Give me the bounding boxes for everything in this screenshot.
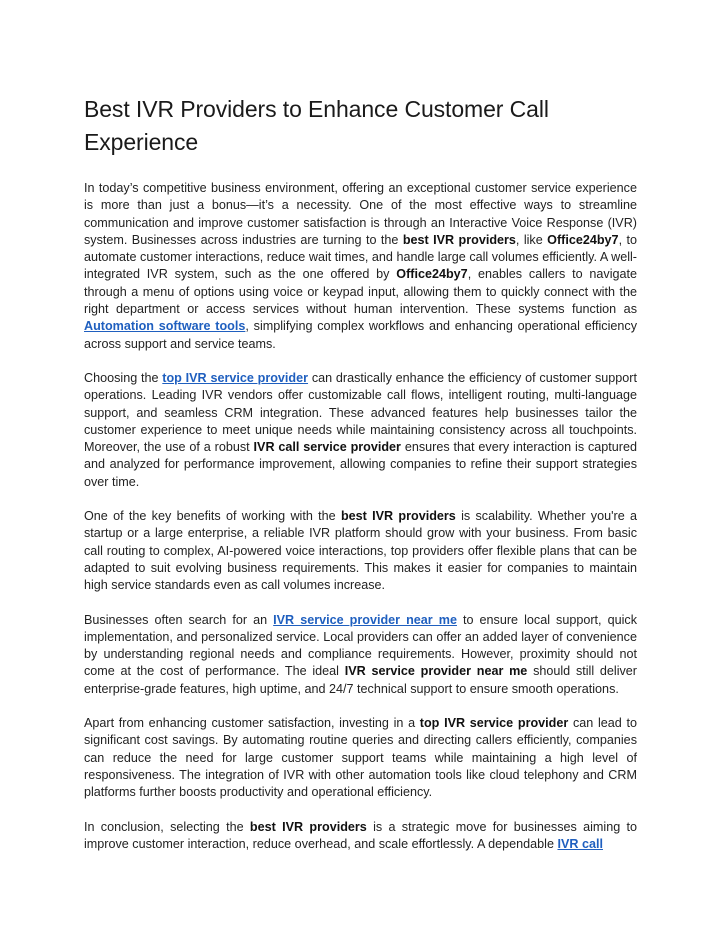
paragraph-text: Apart from enhancing customer satisfaction, investing in a bbox=[84, 716, 420, 731]
automation-software-tools-link[interactable]: Automation software tools bbox=[84, 319, 246, 334]
top-ivr-service-provider-link[interactable]: top IVR service provider bbox=[162, 370, 309, 385]
bold-text: Office24by7 bbox=[396, 267, 468, 282]
ivr-service-provider-near-me-link[interactable]: IVR service provider near me bbox=[273, 612, 457, 627]
page-title: Best IVR Providers to Enhance Customer Call Experience bbox=[84, 96, 549, 155]
paragraph-text: can drastically enhance the efficiency of customer support operations. Leading IVR vendors offer customizable call flows, intelligent routing, multi-language support, and seamless CRM integration. These advanced features help businesses tailor the customer experience to meet unique needs while maintaining consistency across all touchpoints. Moreover, the use of a robust bbox=[84, 370, 637, 455]
document-page bbox=[84, 0, 637, 853]
paragraph-intro bbox=[84, 180, 637, 353]
bold-text: best IVR providers bbox=[249, 819, 367, 834]
bold-text: IVR call service provider bbox=[253, 440, 401, 455]
paragraph-scalability bbox=[84, 508, 637, 594]
paragraph-cost-savings bbox=[84, 715, 637, 801]
bold-text: IVR service provider near me bbox=[344, 664, 528, 679]
paragraph-text: Businesses often search for an bbox=[84, 612, 274, 627]
paragraph-text: can lead to significant cost savings. By automating routine queries and directing callers efficiently, companies can reduce the need for large customer support teams while maintaining a high level of responsiveness. The integration of IVR with other automation tools like cloud telephony and CRM platforms further boosts productivity and operational efficiency. bbox=[84, 716, 637, 800]
paragraph-text: , simplifying complex workflows and enhancing operational efficiency across support and service teams. bbox=[84, 319, 637, 351]
paragraph-text: , enables callers to navigate through a menu of options using voice or keypad input, allowing them to quickly connect with the right department or access services without human intervention. These systems function as bbox=[84, 267, 637, 317]
bold-text: Office24by7 bbox=[547, 232, 619, 247]
paragraph-text: , like bbox=[515, 232, 548, 247]
bold-text: best IVR providers bbox=[340, 509, 456, 524]
bold-text: best IVR providers bbox=[402, 232, 516, 247]
paragraph-choosing bbox=[84, 370, 637, 491]
paragraph-text: should still deliver enterprise-grade features, high uptime, and 24/7 technical support to ensure smooth operations. bbox=[84, 664, 637, 696]
paragraph-local-providers bbox=[84, 612, 637, 698]
paragraph-text: ensures that every interaction is captured and analyzed for performance improvement, allowing companies to refine their support strategies over time. bbox=[84, 440, 638, 489]
paragraph-text: is scalability. Whether you're a startup or a large enterprise, a reliable IVR platform should grow with your business. From basic call routing to complex, AI-powered voice interactions, top providers offer flexible plans that can be adapted to suit evolving business requirements. This makes it easier for companies to maintain high service standards even as call volumes increase. bbox=[84, 509, 638, 593]
ivr-call-link[interactable]: IVR call bbox=[557, 836, 603, 851]
paragraph-text: to ensure local support, quick implementation, and personalized service. Local providers can offer an added layer of convenience by understanding regional needs and compliance requirements. However, proximity should not come at the cost of performance. The ideal bbox=[84, 612, 637, 679]
bold-text: top IVR service provider bbox=[419, 716, 569, 731]
paragraph-text: One of the key benefits of working with the bbox=[84, 509, 341, 524]
paragraph-conclusion bbox=[84, 819, 637, 854]
paragraph-text: Choosing the bbox=[84, 370, 163, 385]
paragraph-text: , to automate customer interactions, reduce wait times, and handle large call volumes efficiently. A well-integrated IVR system, such as the one offered by bbox=[84, 232, 637, 282]
paragraph-text: is a strategic move for businesses aiming to improve customer interaction, reduce overhead, and scale effortlessly. A dependable bbox=[84, 819, 638, 851]
paragraph-text: In today’s competitive business environment, offering an exceptional customer service experience is more than just a bonus—it’s a necessity. One of the most effective ways to streamline communication and improve customer satisfaction is through an Interactive Voice Response (IVR) system. Businesses across industries are turning to the bbox=[84, 181, 637, 247]
paragraph-text: In conclusion, selecting the bbox=[84, 819, 250, 834]
